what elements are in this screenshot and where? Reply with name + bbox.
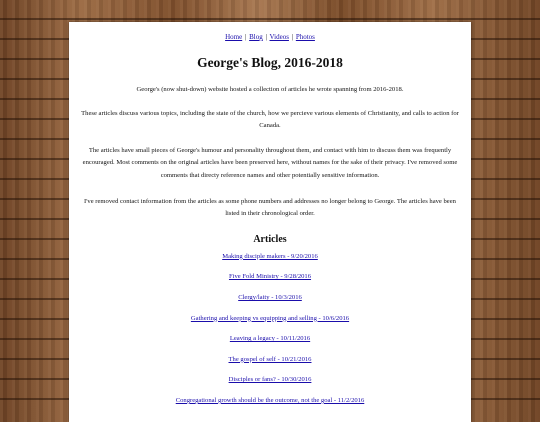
content-panel — [69, 22, 471, 422]
contact-info-paragraph: I've removed contact information from the articles as some phone numbers and addresses no longer belong to George. The articles have been listed in their chronological order. — [84, 197, 456, 218]
comments-paragraph: The articles have small pieces of George's humour and personality throughout them, and contact with him to discuss them was frequently encouraged. Most comments on the original articles have been preserved here, without names for the sake of their privacy. I've removed some comments that directy reference names and other potentially sensitive information. — [82, 146, 458, 179]
list-item — [69, 396, 471, 405]
list-item — [69, 375, 471, 384]
list-item — [69, 314, 471, 323]
nav-link-home[interactable]: Home — [225, 33, 243, 41]
top-navigation — [69, 33, 471, 42]
article-link[interactable]: Disciples or fans? - 10/30/2016 — [228, 376, 312, 384]
nav-separator: | — [244, 33, 247, 41]
nav-link-videos[interactable]: Videos — [269, 33, 289, 41]
article-link[interactable]: Making disciple makers - 9/20/2016 — [222, 252, 318, 260]
list-item — [69, 293, 471, 302]
articles-list — [69, 252, 471, 405]
nav-separator: | — [265, 33, 267, 41]
article-link[interactable]: Gathering and keeping vs equipping and selling - 10/6/2016 — [190, 314, 350, 322]
nav-link-photos[interactable]: Photos — [295, 33, 315, 41]
article-link[interactable]: The gospel of self - 10/21/2016 — [228, 355, 312, 363]
topics-paragraph: These articles discuss various topics, including the state of the church, how we percieve various elements of Christianity, and calls to action for Canada. — [81, 109, 459, 130]
list-item — [69, 334, 471, 343]
nav-link-blog[interactable]: Blog — [249, 33, 263, 41]
article-link[interactable]: Clergy/laity - 10/3/2016 — [238, 293, 302, 301]
article-link[interactable]: Leaving a legacy - 10/11/2016 — [229, 335, 311, 343]
list-item — [69, 252, 471, 261]
article-link[interactable]: Congregational growth should be the outcome, not the goal - 11/2/2016 — [175, 396, 365, 404]
list-item — [69, 355, 471, 364]
articles-heading: Articles — [253, 233, 287, 245]
nav-separator: | — [291, 33, 294, 41]
intro-paragraph: George's (now shut-down) website hosted a collection of articles he wrote spanning from 2016-2018. — [136, 86, 404, 93]
page-title: George's Blog, 2016-2018 — [197, 55, 343, 70]
article-link[interactable]: Five Fold Ministry - 9/28/2016 — [228, 273, 312, 281]
list-item — [69, 272, 471, 281]
